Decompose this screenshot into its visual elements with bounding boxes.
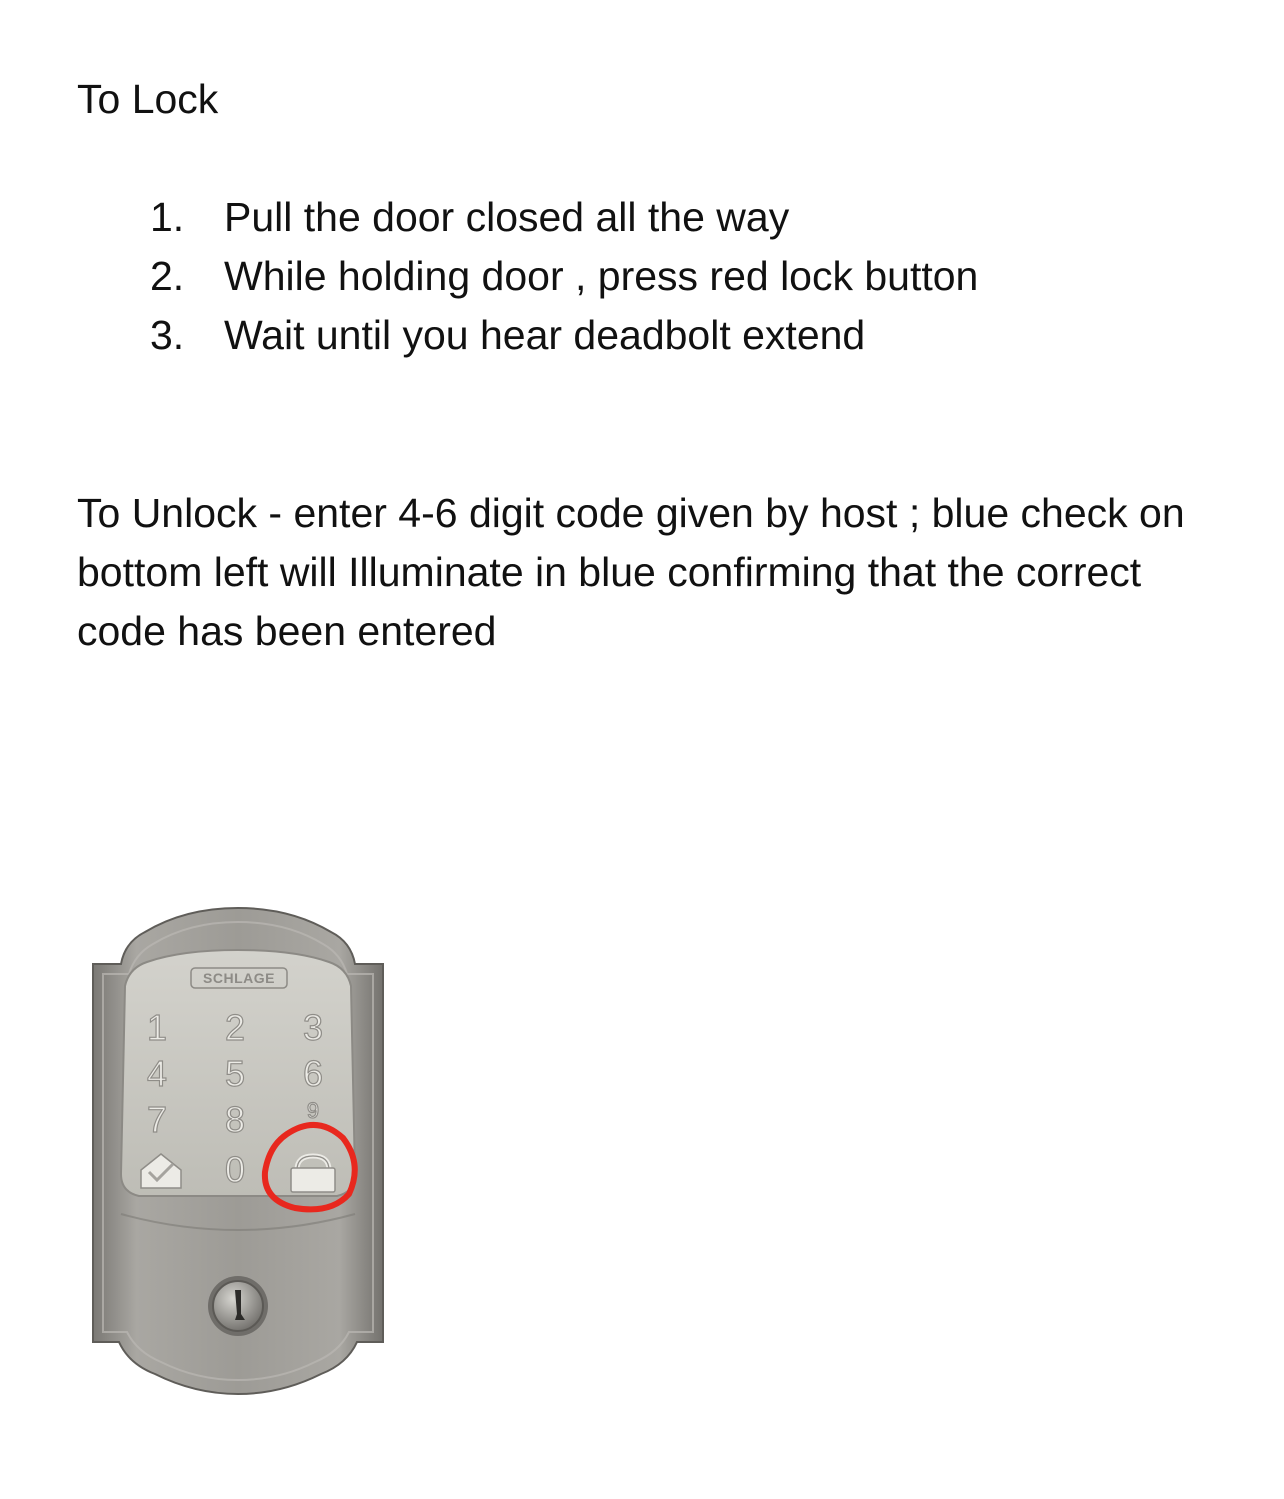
key-cylinder bbox=[208, 1276, 268, 1336]
brand-logo: SCHLAGE bbox=[203, 970, 275, 986]
keypad-key-7[interactable]: 7 bbox=[146, 1099, 168, 1140]
keypad-key-1[interactable]: 1 bbox=[146, 1007, 168, 1048]
keypad-key-0[interactable]: 0 bbox=[224, 1149, 246, 1190]
lock-steps-list bbox=[150, 188, 978, 365]
list-item bbox=[150, 188, 978, 247]
smart-lock-image bbox=[85, 902, 391, 1412]
list-item bbox=[150, 306, 978, 365]
list-item bbox=[150, 247, 978, 306]
lock-heading: To Lock bbox=[77, 76, 219, 122]
step-number: 2. bbox=[150, 253, 185, 299]
step-text: Wait until you hear deadbolt extend bbox=[224, 312, 866, 358]
keypad-key-9[interactable]: 9 bbox=[306, 1098, 320, 1123]
step-number: 3. bbox=[150, 312, 185, 358]
keypad-key-5[interactable]: 5 bbox=[224, 1053, 246, 1094]
step-number: 1. bbox=[150, 194, 185, 240]
keypad-key-4[interactable]: 4 bbox=[146, 1053, 168, 1094]
keypad-key-3[interactable]: 3 bbox=[302, 1007, 324, 1048]
keypad-key-8[interactable]: 8 bbox=[224, 1099, 246, 1140]
keypad-key-6[interactable]: 6 bbox=[302, 1053, 324, 1094]
step-text: Pull the door closed all the way bbox=[224, 194, 790, 240]
step-text: While holding door , press red lock button bbox=[224, 253, 979, 299]
unlock-instructions: To Unlock - enter 4-6 digit code given by host ; blue check on bottom left will Illuminate in blue confirming that the correct code has been entered bbox=[77, 490, 1185, 654]
keypad-key-2[interactable]: 2 bbox=[224, 1007, 246, 1048]
